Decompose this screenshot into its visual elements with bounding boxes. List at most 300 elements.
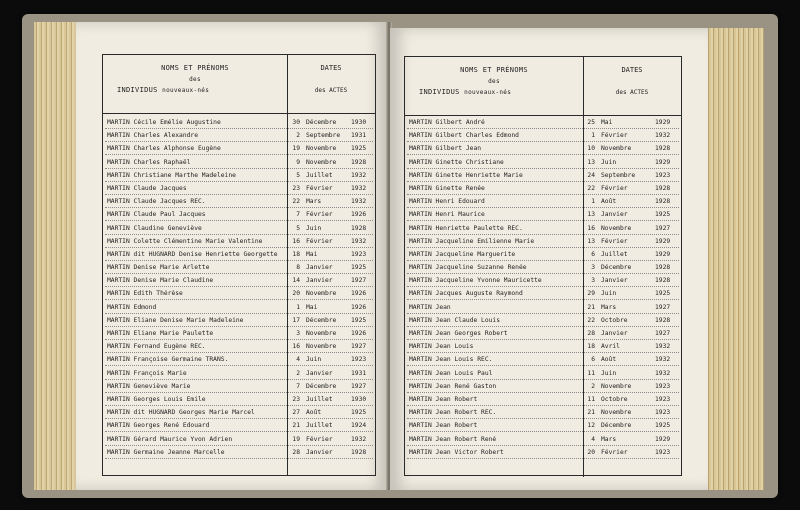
row-rule bbox=[407, 154, 679, 155]
entry-day: 20 bbox=[587, 448, 595, 456]
entry-month: Juin bbox=[306, 224, 322, 232]
entry-day: 19 bbox=[292, 145, 300, 153]
table-row bbox=[405, 407, 681, 420]
right-page bbox=[390, 28, 708, 490]
entry-month: Février bbox=[601, 448, 628, 456]
row-rule bbox=[407, 445, 679, 446]
entry-day: 21 bbox=[587, 409, 595, 417]
entry-month: Juin bbox=[601, 158, 617, 166]
table-row bbox=[103, 157, 375, 170]
entry-name: MARTIN dit HUGNARD Georges Marie Marcel bbox=[107, 409, 255, 417]
entry-name: MARTIN Henri Edouard bbox=[409, 198, 485, 206]
entry-name: MARTIN Jacques Auguste Raymond bbox=[409, 290, 523, 298]
entry-day: 19 bbox=[292, 435, 300, 443]
header-dates-title: DATES bbox=[621, 66, 643, 74]
header-des: des bbox=[488, 78, 500, 85]
entry-month: Mars bbox=[306, 198, 322, 206]
entry-month: Avril bbox=[601, 343, 620, 351]
entry-year: 1932 bbox=[351, 171, 367, 179]
row-rule bbox=[105, 365, 373, 366]
row-rule bbox=[105, 418, 373, 419]
entry-year: 1923 bbox=[351, 250, 367, 258]
entry-day: 10 bbox=[587, 145, 595, 153]
table-row bbox=[103, 196, 375, 209]
entry-name: MARTIN Françoise Germaine TRANS. bbox=[107, 356, 229, 364]
entry-name: MARTIN Colette Clémentine Marie Valentine bbox=[107, 237, 263, 245]
table-row bbox=[103, 394, 375, 407]
row-rule bbox=[105, 313, 373, 314]
entry-year: 1926 bbox=[351, 330, 367, 337]
entry-year: 1929 bbox=[655, 237, 671, 245]
entry-year: 1928 bbox=[351, 224, 367, 232]
entry-year: 1932 bbox=[351, 237, 367, 245]
entry-name: MARTIN Edmond bbox=[107, 303, 157, 311]
entry-year: 1932 bbox=[351, 184, 367, 192]
entry-year: 1928 bbox=[655, 145, 671, 153]
table-row bbox=[405, 262, 681, 275]
table-row bbox=[405, 315, 681, 328]
entry-day: 21 bbox=[292, 422, 300, 430]
entry-name: MARTIN Denise Marie Claudine bbox=[107, 277, 214, 285]
entry-day: 8 bbox=[296, 264, 300, 272]
row-rule bbox=[105, 247, 373, 248]
table-row bbox=[405, 209, 681, 222]
row-rule bbox=[407, 365, 679, 366]
entry-day: 13 bbox=[587, 237, 595, 245]
left-page bbox=[76, 22, 388, 490]
row-rule bbox=[105, 207, 373, 208]
table-row bbox=[103, 368, 375, 381]
entry-month: Juin bbox=[601, 290, 617, 298]
row-rule bbox=[407, 181, 679, 182]
entry-year: 1932 bbox=[351, 435, 367, 443]
entry-year: 1925 bbox=[351, 316, 367, 324]
entry-month: Novembre bbox=[306, 145, 337, 153]
table-row bbox=[405, 302, 681, 315]
table-row bbox=[103, 407, 375, 420]
entry-month: Janvier bbox=[601, 211, 628, 219]
entry-name: MARTIN Claude Jacques REC. bbox=[107, 198, 206, 206]
page-edges-right bbox=[706, 28, 764, 490]
table-row bbox=[103, 143, 375, 156]
table-row bbox=[405, 157, 681, 170]
entry-name: MARTIN Henri Maurice bbox=[409, 211, 485, 219]
entry-year: 1923 bbox=[655, 171, 671, 179]
entry-year: 1926 bbox=[351, 211, 367, 219]
entry-month: Novembre bbox=[601, 224, 632, 232]
table-row bbox=[103, 249, 375, 262]
entry-month: Mai bbox=[306, 303, 318, 311]
entry-year: 1923 bbox=[655, 448, 671, 456]
entry-name: MARTIN Gilbert Charles Edmond bbox=[409, 132, 519, 140]
entry-month: Janvier bbox=[601, 277, 628, 285]
entry-month: Janvier bbox=[306, 277, 333, 285]
entry-month: Février bbox=[306, 237, 333, 245]
row-rule bbox=[407, 431, 679, 432]
entry-day: 17 bbox=[292, 316, 300, 324]
entry-year: 1932 bbox=[655, 369, 671, 377]
table-row bbox=[405, 170, 681, 183]
table-row bbox=[405, 328, 681, 341]
entry-name: MARTIN Jean bbox=[409, 303, 451, 311]
entry-day: 28 bbox=[587, 330, 595, 337]
entry-name: MARTIN Denise Marie Arlette bbox=[107, 264, 210, 272]
entry-year: 1927 bbox=[655, 303, 671, 311]
entry-month: Février bbox=[306, 184, 333, 192]
entry-year: 1923 bbox=[655, 382, 671, 390]
entry-month: Octobre bbox=[601, 395, 628, 403]
row-rule bbox=[407, 273, 679, 274]
entry-day: 6 bbox=[591, 250, 595, 258]
entry-year: 1925 bbox=[655, 290, 671, 298]
entry-name: MARTIN Jacqueline Yvonne Mauricette bbox=[409, 277, 542, 285]
entry-year: 1929 bbox=[655, 119, 671, 126]
entry-name: MARTIN Jean Robert bbox=[409, 422, 478, 430]
table-row bbox=[103, 302, 375, 315]
entry-day: 3 bbox=[591, 277, 595, 285]
entry-day: 16 bbox=[292, 343, 300, 351]
row-rule bbox=[105, 405, 373, 406]
entry-year: 1923 bbox=[351, 356, 367, 364]
entry-name: MARTIN Gilbert Jean bbox=[409, 145, 482, 153]
row-rule bbox=[105, 286, 373, 287]
entry-year: 1925 bbox=[351, 409, 367, 417]
table-row bbox=[103, 381, 375, 394]
entry-month: Novembre bbox=[306, 290, 337, 298]
table-row bbox=[103, 262, 375, 275]
entry-year: 1925 bbox=[655, 211, 671, 219]
entry-name: MARTIN Ginette Henriette Marie bbox=[409, 171, 523, 179]
entry-year: 1928 bbox=[351, 448, 367, 456]
entry-day: 11 bbox=[587, 369, 595, 377]
entry-day: 6 bbox=[591, 356, 595, 364]
entry-day: 24 bbox=[587, 171, 595, 179]
entries-left bbox=[103, 117, 375, 460]
table-row bbox=[405, 420, 681, 433]
row-rule bbox=[407, 458, 679, 459]
table-row bbox=[405, 223, 681, 236]
register-table-right bbox=[404, 56, 682, 476]
entry-day: 3 bbox=[296, 330, 300, 337]
entry-day: 16 bbox=[292, 237, 300, 245]
row-rule bbox=[105, 392, 373, 393]
table-row bbox=[103, 130, 375, 143]
table-row bbox=[405, 394, 681, 407]
entry-year: 1925 bbox=[351, 264, 367, 272]
entry-day: 22 bbox=[587, 316, 595, 324]
header-dates bbox=[287, 63, 375, 96]
header-des-actes: des ACTES bbox=[314, 87, 348, 94]
entry-day: 18 bbox=[587, 343, 595, 351]
page-edges-left bbox=[34, 22, 80, 490]
row-rule bbox=[105, 431, 373, 432]
entry-day: 2 bbox=[296, 132, 300, 140]
row-rule bbox=[407, 168, 679, 169]
entry-day: 13 bbox=[587, 211, 595, 219]
row-rule bbox=[407, 286, 679, 287]
table-row bbox=[405, 196, 681, 209]
entry-day: 23 bbox=[292, 184, 300, 192]
entry-year: 1927 bbox=[655, 224, 671, 232]
entry-year: 1925 bbox=[655, 422, 671, 430]
entry-year: 1928 bbox=[655, 264, 671, 272]
table-row bbox=[405, 143, 681, 156]
row-rule bbox=[407, 128, 679, 129]
entry-name: MARTIN Jacqueline Emilienne Marie bbox=[409, 237, 535, 245]
row-rule bbox=[407, 234, 679, 235]
row-rule bbox=[407, 141, 679, 142]
table-row bbox=[103, 447, 375, 460]
entry-name: MARTIN Christiane Marthe Madeleine bbox=[107, 171, 236, 179]
entry-month: Août bbox=[306, 409, 322, 417]
entry-name: MARTIN Ginette Christiane bbox=[409, 158, 504, 166]
row-rule bbox=[407, 392, 679, 393]
entry-year: 1927 bbox=[655, 330, 671, 337]
entry-name: MARTIN Henriette Paulette REC. bbox=[409, 224, 523, 232]
row-rule bbox=[407, 339, 679, 340]
row-rule bbox=[407, 313, 679, 314]
row-rule bbox=[407, 194, 679, 195]
entry-name: MARTIN Cécile Emélie Augustine bbox=[107, 119, 221, 126]
header-individus: INDIVIDUS bbox=[117, 86, 158, 94]
row-rule bbox=[105, 234, 373, 235]
entry-year: 1923 bbox=[655, 395, 671, 403]
entry-month: Septembre bbox=[601, 171, 636, 179]
entry-year: 1929 bbox=[655, 250, 671, 258]
entry-name: MARTIN Georges René Edouard bbox=[107, 422, 210, 430]
table-row bbox=[103, 315, 375, 328]
entry-day: 5 bbox=[296, 171, 300, 179]
entry-year: 1929 bbox=[655, 158, 671, 166]
entry-day: 11 bbox=[587, 395, 595, 403]
entry-name: MARTIN Charles Alphonse Eugène bbox=[107, 145, 221, 153]
entry-month: Février bbox=[306, 435, 333, 443]
entry-month: Février bbox=[306, 211, 333, 219]
entry-day: 9 bbox=[296, 158, 300, 166]
entry-day: 14 bbox=[292, 277, 300, 285]
entry-name: MARTIN Charles Alexandre bbox=[107, 132, 198, 140]
entry-year: 1927 bbox=[351, 343, 367, 351]
table-row bbox=[103, 341, 375, 354]
entry-month: Juin bbox=[601, 369, 617, 377]
entry-year: 1932 bbox=[655, 356, 671, 364]
entry-day: 4 bbox=[296, 356, 300, 364]
entry-day: 2 bbox=[296, 369, 300, 377]
row-rule bbox=[407, 299, 679, 300]
table-row bbox=[405, 354, 681, 367]
entry-year: 1931 bbox=[351, 369, 367, 377]
entry-name: MARTIN Jean Claude Louis bbox=[409, 316, 500, 324]
entry-name: MARTIN Georges Louis Emile bbox=[107, 395, 206, 403]
table-row bbox=[103, 183, 375, 196]
entry-name: MARTIN Eliane Marie Paulette bbox=[107, 330, 214, 337]
entry-name: MARTIN Jacqueline Marguerite bbox=[409, 250, 516, 258]
entry-name: MARTIN Claude Paul Jacques bbox=[107, 211, 206, 219]
entry-name: MARTIN Jean René Gaston bbox=[409, 382, 497, 390]
table-row bbox=[103, 117, 375, 130]
row-rule bbox=[105, 339, 373, 340]
table-row bbox=[405, 381, 681, 394]
entry-name: MARTIN Jean Louis REC. bbox=[409, 356, 493, 364]
table-row bbox=[103, 275, 375, 288]
table-row bbox=[103, 328, 375, 341]
entry-name: MARTIN François Marie bbox=[107, 369, 187, 377]
entries-right bbox=[405, 117, 681, 460]
entry-month: Juillet bbox=[306, 395, 333, 403]
entry-year: 1929 bbox=[655, 435, 671, 443]
header-names-title: NOMS ET PRÉNOMS bbox=[460, 66, 528, 74]
entry-month: Septembre bbox=[306, 132, 341, 140]
entry-day: 29 bbox=[587, 290, 595, 298]
row-rule bbox=[105, 458, 373, 459]
entry-day: 18 bbox=[292, 250, 300, 258]
table-row bbox=[103, 354, 375, 367]
entry-day: 1 bbox=[591, 132, 595, 140]
entry-name: MARTIN Ginette Renée bbox=[409, 184, 485, 192]
row-rule bbox=[105, 128, 373, 129]
entry-name: MARTIN Eliane Denise Marie Madeleine bbox=[107, 316, 244, 324]
entry-day: 16 bbox=[587, 224, 595, 232]
header-individus: INDIVIDUS bbox=[419, 88, 460, 96]
row-rule bbox=[105, 445, 373, 446]
entry-year: 1927 bbox=[351, 382, 367, 390]
entry-month: Novembre bbox=[601, 409, 632, 417]
entry-month: Novembre bbox=[601, 145, 632, 153]
header-names-title: NOMS ET PRÉNOMS bbox=[161, 64, 229, 72]
header-dates-title: DATES bbox=[320, 64, 342, 72]
row-rule bbox=[105, 326, 373, 327]
entry-day: 22 bbox=[587, 184, 595, 192]
entry-day: 5 bbox=[296, 224, 300, 232]
entry-month: Décembre bbox=[601, 422, 632, 430]
entry-year: 1928 bbox=[655, 198, 671, 206]
entry-year: 1925 bbox=[351, 145, 367, 153]
entry-day: 21 bbox=[587, 303, 595, 311]
table-row bbox=[103, 170, 375, 183]
entry-year: 1926 bbox=[351, 290, 367, 298]
entry-name: MARTIN Jean Robert René bbox=[409, 435, 497, 443]
entry-year: 1931 bbox=[351, 132, 367, 140]
entry-month: Novembre bbox=[306, 330, 337, 337]
entry-year: 1932 bbox=[655, 132, 671, 140]
entry-name: MARTIN Jean Victor Robert bbox=[409, 448, 504, 456]
entry-month: Novembre bbox=[601, 382, 632, 390]
register-table-left bbox=[102, 54, 376, 476]
table-row bbox=[405, 236, 681, 249]
entry-name: MARTIN Jean Georges Robert bbox=[409, 330, 508, 337]
entry-month: Mai bbox=[601, 119, 613, 126]
entry-month: Novembre bbox=[306, 158, 337, 166]
table-row bbox=[405, 447, 681, 460]
table-row bbox=[405, 117, 681, 130]
row-rule bbox=[407, 260, 679, 261]
table-row bbox=[405, 183, 681, 196]
entry-day: 25 bbox=[587, 119, 595, 126]
table-row bbox=[405, 368, 681, 381]
entry-name: MARTIN Gilbert André bbox=[409, 119, 485, 126]
entry-month: Février bbox=[601, 132, 628, 140]
entry-day: 30 bbox=[292, 119, 300, 126]
entry-day: 7 bbox=[296, 211, 300, 219]
header-des: des bbox=[189, 76, 201, 83]
entry-day: 20 bbox=[292, 290, 300, 298]
entry-name: MARTIN Jean Robert REC. bbox=[409, 409, 497, 417]
entry-month: Janvier bbox=[306, 448, 333, 456]
table-row bbox=[103, 434, 375, 447]
row-rule bbox=[407, 220, 679, 221]
entry-name: MARTIN Jean Louis bbox=[409, 343, 474, 351]
row-rule bbox=[105, 220, 373, 221]
entry-day: 3 bbox=[591, 264, 595, 272]
row-rule bbox=[407, 326, 679, 327]
table-row bbox=[405, 249, 681, 262]
entry-day: 4 bbox=[591, 435, 595, 443]
entry-month: Décembre bbox=[601, 264, 632, 272]
entry-name: MARTIN Claude Jacques bbox=[107, 184, 187, 192]
header-names bbox=[103, 63, 287, 96]
table-row bbox=[405, 288, 681, 301]
row-rule bbox=[105, 379, 373, 380]
entry-month: Janvier bbox=[306, 264, 333, 272]
entry-year: 1928 bbox=[351, 158, 367, 166]
header-nouveaux-nes: nouveaux-nés bbox=[162, 87, 210, 94]
entry-year: 1928 bbox=[655, 277, 671, 285]
table-row bbox=[405, 275, 681, 288]
header-dates bbox=[583, 65, 681, 98]
table-row bbox=[103, 420, 375, 433]
entry-month: Décembre bbox=[306, 119, 337, 126]
entry-year: 1932 bbox=[655, 343, 671, 351]
table-row bbox=[103, 236, 375, 249]
table-row bbox=[405, 434, 681, 447]
entry-month: Juin bbox=[306, 356, 322, 364]
row-rule bbox=[105, 194, 373, 195]
table-row bbox=[103, 223, 375, 236]
row-rule bbox=[407, 405, 679, 406]
entry-month: Juillet bbox=[306, 422, 333, 430]
entry-month: Février bbox=[601, 184, 628, 192]
row-rule bbox=[407, 352, 679, 353]
entry-name: MARTIN dit HUGNARD Denise Henriette Georgette bbox=[107, 250, 278, 258]
entry-name: MARTIN Geneviève Marie bbox=[107, 382, 191, 390]
entry-year: 1924 bbox=[351, 422, 367, 430]
entry-year: 1932 bbox=[351, 198, 367, 206]
entry-day: 23 bbox=[292, 395, 300, 403]
entry-year: 1927 bbox=[351, 277, 367, 285]
entry-day: 12 bbox=[587, 422, 595, 430]
entry-month: Août bbox=[601, 198, 617, 206]
entry-day: 2 bbox=[591, 382, 595, 390]
table-header bbox=[103, 55, 375, 114]
entry-year: 1928 bbox=[655, 184, 671, 192]
row-rule bbox=[105, 181, 373, 182]
table-header bbox=[405, 57, 681, 116]
entry-month: Octobre bbox=[601, 316, 628, 324]
entry-day: 1 bbox=[296, 303, 300, 311]
entry-day: 1 bbox=[591, 198, 595, 206]
entry-name: MARTIN Gérard Maurice Yvon Adrien bbox=[107, 435, 233, 443]
table-row bbox=[103, 288, 375, 301]
entry-year: 1930 bbox=[351, 119, 367, 126]
row-rule bbox=[407, 247, 679, 248]
row-rule bbox=[105, 168, 373, 169]
entry-name: MARTIN Charles Raphaël bbox=[107, 158, 191, 166]
row-rule bbox=[105, 299, 373, 300]
entry-name: MARTIN Edith Thérèse bbox=[107, 290, 183, 298]
entry-name: MARTIN Fernand Eugène REC. bbox=[107, 343, 206, 351]
entry-year: 1923 bbox=[655, 409, 671, 417]
entry-year: 1930 bbox=[351, 395, 367, 403]
